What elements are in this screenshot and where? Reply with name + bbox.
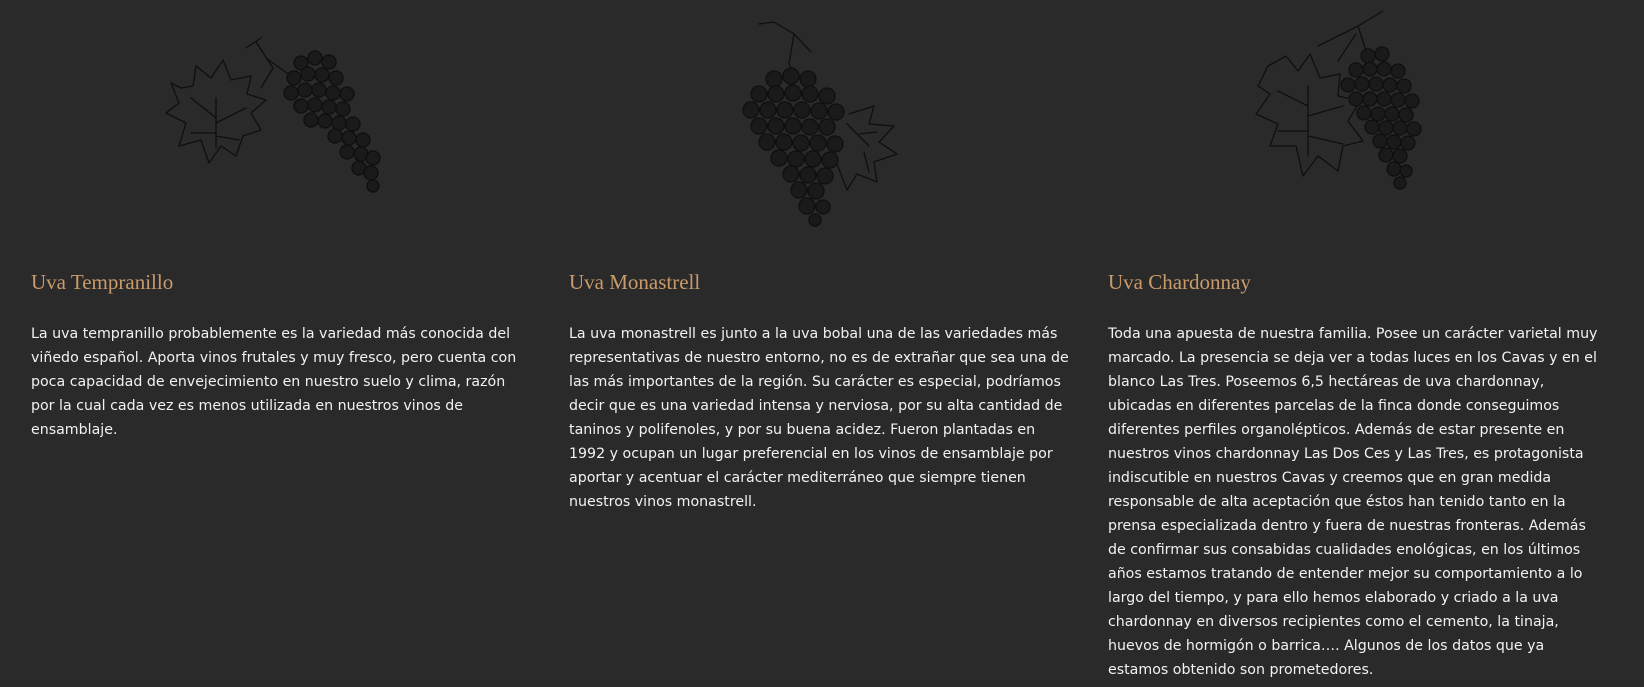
illustration-container: [569, 0, 1059, 245]
variety-title: Uva Tempranillo: [31, 270, 174, 294]
variety-description: La uva tempranillo probablemente es la variedad más conocida del viñedo español. Aporta vinos frutales y muy fresco, pero cuenta con poca capacidad de envejecimiento en nuestro suelo y clima, razón por la cual cada vez es menos utilizada en nuestros vinos de ensamblaje.: [31, 326, 517, 438]
grape-varieties-section: [31, 0, 1621, 687]
variety-description: La uva monastrell es junto a la uva bobal una de las variedades más representativas de nuestro entorno, no es de extrañar que sea una de las más importantes de la región. Su carácter es especial, podríamos decir que es una variedad intensa y nerviosa, por su alta cantidad de taninos y polifenoles, y por su buena acidez. Fueron plantadas en 1992 y ocupan un lugar preferencial en los vinos de ensamblaje por aportar y acentuar el carácter mediterráneo que siempre tienen nuestros vinos monastrell.: [569, 326, 1069, 510]
grape-bunch-with-leaf-icon: [151, 28, 391, 203]
variety-title: Uva Chardonnay: [1108, 270, 1251, 294]
grape-bunch-with-large-leaf-icon: [1248, 6, 1428, 211]
illustration-container: [31, 0, 521, 245]
variety-title: Uva Monastrell: [569, 270, 701, 294]
grape-bunch-with-stem-icon: [719, 14, 919, 229]
illustration-container: [1108, 0, 1598, 245]
variety-description: Toda una apuesta de nuestra familia. Posee un carácter varietal muy marcado. La presencia se deja ver a todas luces en los Cavas y en el blanco Las Tres. Poseemos 6,5 hectáreas de uva chardonnay, ubicadas en diferentes parcelas de la finca donde conseguimos diferentes perfiles organolépticos. Además de estar presente en nuestros vinos chardonnay Las Dos Ces y Las Tres, es protagonista indiscutible en nuestros Cavas y creemos que en gran medida responsable de alta aceptación que éstos han tenido tanto en la prensa especializada dentro y fuera de nuestras fronteras. Además de confirmar sus consabidas cualidades enológicas, en los últimos años estamos tratando de entender mejor su comportamiento a lo largo del tiempo, y para ello hemos elaborado y criado a la uva chardonnay en diversos recipientes como el cemento, la tinaja, huevos de hormigón o barrica…. Algunos de los datos que ya estamos obtenido son prometedores.: [1108, 326, 1598, 678]
